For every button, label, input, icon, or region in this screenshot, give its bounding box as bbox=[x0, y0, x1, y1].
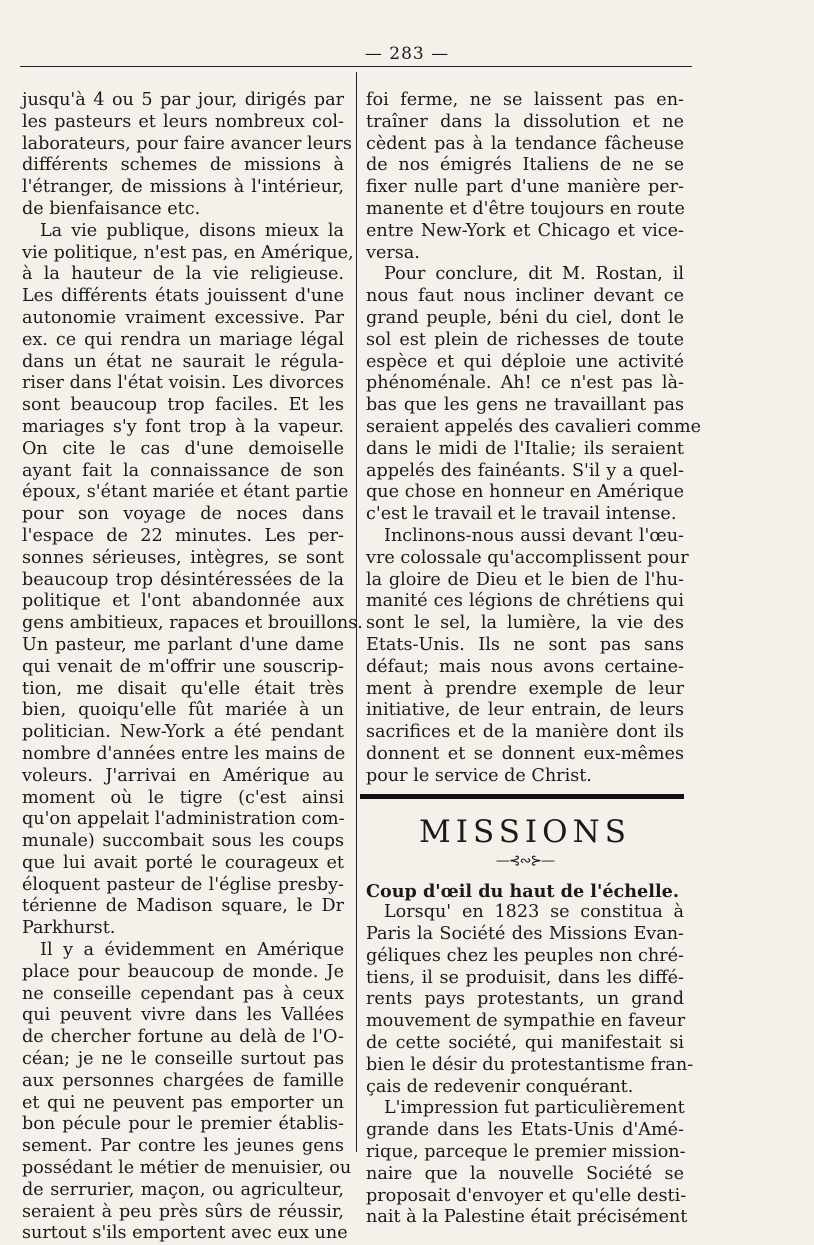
text-line: seraient appelés des cavalieri comme bbox=[366, 416, 702, 437]
text-line: voleurs. J'arrivai en Amérique au bbox=[22, 765, 344, 786]
left-column bbox=[22, 90, 363, 1245]
text-line: nombre d'années entre les mains de bbox=[22, 743, 346, 764]
text-line: laborateurs, pour faire avancer leurs bbox=[22, 133, 352, 154]
text-line: nous faut nous incliner devant ce bbox=[366, 286, 684, 307]
text-line: de cette société, qui manifestait si bbox=[366, 1033, 684, 1054]
text-line: ex. ce qui rendra un mariage légal bbox=[22, 329, 344, 350]
text-line: térienne de Madison square, le Dr bbox=[22, 896, 344, 917]
text-line: phénoménale. Ah! ce n'est pas là- bbox=[366, 373, 684, 394]
text-line: grand peuple, béni du ciel, dont le bbox=[366, 307, 684, 328]
text-line: ment à prendre exemple de leur bbox=[366, 678, 684, 699]
section-separator-rule bbox=[360, 794, 684, 799]
text-line: sol est plein de richesses de toute bbox=[366, 329, 684, 350]
text-line: géliques chez les peuples non chré- bbox=[366, 945, 684, 966]
text-line: nait à la Palestine était précisément bbox=[366, 1207, 688, 1228]
right-column-text-bottom bbox=[366, 902, 694, 1229]
page-number: — 283 — bbox=[364, 44, 450, 64]
right-column-text-top bbox=[366, 90, 702, 788]
right-column bbox=[366, 90, 702, 1229]
text-line: tiens, il se produisit, dans les diffé- bbox=[366, 967, 684, 988]
text-line: Pour conclure, dit M. Rostan, il bbox=[384, 264, 684, 285]
text-line: versa. bbox=[366, 242, 420, 263]
text-line: dans un état ne saurait le régula- bbox=[22, 351, 344, 372]
text-line: aux personnes chargées de famille bbox=[22, 1070, 344, 1091]
text-line: munale) succombait sous les coups bbox=[22, 831, 344, 852]
text-line: c'est le travail et le travail intense. bbox=[366, 504, 677, 525]
text-line: fixer nulle part d'une manière per- bbox=[366, 177, 684, 198]
text-line: pour le service de Christ. bbox=[366, 765, 592, 786]
column-divider bbox=[356, 72, 357, 1152]
text-line: céan; je ne le conseille surtout pas bbox=[22, 1049, 344, 1070]
text-line: grande dans les Etats-Unis d'Amé- bbox=[366, 1120, 684, 1141]
text-line: L'impression fut particulièrement bbox=[384, 1098, 685, 1119]
text-line: éloquent pasteur de l'église presby- bbox=[22, 874, 344, 895]
text-line: Paris la Société des Missions Evan- bbox=[366, 924, 684, 945]
section-title: MISSIONS bbox=[419, 813, 631, 850]
text-line: à la hauteur de la vie religieuse. bbox=[22, 264, 344, 285]
text-line: bon pécule pour le premier établis- bbox=[22, 1114, 344, 1135]
text-line: seraient à peu près sûrs de réussir, bbox=[22, 1201, 344, 1222]
text-line: de serrurier, maçon, ou agriculteur, bbox=[22, 1179, 344, 1200]
text-line: les pasteurs et leurs nombreux col- bbox=[22, 111, 344, 132]
text-line: rents pays protestants, un grand bbox=[366, 989, 684, 1010]
text-line: dans le midi de l'Italie; ils seraient bbox=[366, 438, 684, 459]
text-line: sont le sel, la lumière, la vie des bbox=[366, 613, 684, 634]
text-line: mariages s'y font trop à la vapeur. bbox=[22, 416, 344, 437]
text-line: qu'on appelait l'administration com- bbox=[22, 809, 345, 830]
text-line: naire que la nouvelle Société se bbox=[366, 1163, 684, 1184]
text-line: manité ces légions de chrétiens qui bbox=[366, 591, 684, 612]
text-line: donnent et se donnent eux-mêmes bbox=[366, 743, 684, 764]
text-line: de nos émigrés Italiens de ne se bbox=[366, 155, 684, 176]
text-line: ne conseille cependant pas à ceux bbox=[22, 983, 344, 1004]
text-line: gens ambitieux, rapaces et brouillons. bbox=[22, 613, 363, 634]
text-line: proposait d'envoyer et qu'elle desti- bbox=[366, 1185, 687, 1206]
text-line: foi ferme, ne se laissent pas en- bbox=[366, 90, 684, 110]
text-line: l'espace de 22 minutes. Les per- bbox=[22, 525, 344, 546]
text-line: Un pasteur, me parlant d'une dame bbox=[22, 634, 344, 655]
text-line: de chercher fortune au delà de l'O- bbox=[22, 1027, 344, 1048]
text-line: traîner dans la dissolution et ne bbox=[366, 111, 684, 132]
text-line: jusqu'à 4 ou 5 par jour, dirigés par bbox=[22, 90, 344, 110]
text-line: espèce et qui déploie une activité bbox=[366, 351, 684, 372]
text-line: et qui ne peuvent pas emporter un bbox=[22, 1092, 344, 1113]
text-line: surtout s'ils emportent avec eux une bbox=[22, 1223, 348, 1244]
text-line: bien le désir du protestantisme fran- bbox=[366, 1054, 694, 1075]
ornament-divider: —⊰∾⊱— bbox=[495, 852, 555, 869]
text-line: manente et d'être toujours en route bbox=[366, 198, 685, 219]
text-line: l'étranger, de missions à l'intérieur, bbox=[22, 177, 344, 198]
text-line: politician. New-York a été pendant bbox=[22, 722, 344, 743]
text-line: appelés des fainéants. S'il y a quel- bbox=[366, 460, 684, 481]
text-line: différents schemes de missions à bbox=[22, 155, 344, 176]
text-line: mouvement de sympathie en faveur bbox=[366, 1011, 686, 1032]
text-line: sement. Par contre les jeunes gens bbox=[22, 1136, 344, 1157]
text-line: On cite le cas d'une demoiselle bbox=[22, 438, 344, 459]
text-line: riser dans l'état voisin. Les divorces bbox=[22, 373, 344, 394]
text-line: place pour beaucoup de monde. Je bbox=[22, 961, 344, 982]
text-line: qui peuvent vivre dans les Vallées bbox=[22, 1005, 344, 1026]
text-line: bas que les gens ne travaillant pas bbox=[366, 395, 684, 416]
text-line: vre colossale qu'accomplissent pour bbox=[366, 547, 689, 568]
text-line: qui venait de m'offrir une souscrip- bbox=[22, 656, 344, 677]
text-line: époux, s'étant mariée et étant partie bbox=[22, 482, 349, 503]
article-subheading: Coup d'œil du haut de l'échelle. bbox=[366, 880, 679, 902]
text-line: de bienfaisance etc. bbox=[22, 198, 201, 219]
text-line: Etats-Unis. Ils ne sont pas sans bbox=[366, 634, 684, 655]
text-line: initiative, de leur entrain, de leurs bbox=[366, 700, 684, 721]
text-line: ayant fait la connaissance de son bbox=[22, 460, 344, 481]
text-line: Lorsqu' en 1823 se constitua à bbox=[384, 902, 684, 923]
text-line: sacrifices et de la manière dont ils bbox=[366, 722, 684, 743]
text-line: La vie publique, disons mieux la bbox=[40, 220, 344, 241]
text-line: politique et l'ont abandonnée aux bbox=[22, 591, 344, 612]
text-line: que chose en honneur en Amérique bbox=[366, 482, 684, 503]
text-line: bien, quoiqu'elle fût mariée à un bbox=[22, 700, 344, 721]
text-line: défaut; mais nous avons certaine- bbox=[366, 656, 684, 677]
text-line: moment où le tigre (c'est ainsi bbox=[22, 787, 344, 808]
text-line: sonnes sérieuses, intègres, se sont bbox=[22, 547, 344, 568]
text-line: tion, me disait qu'elle était très bbox=[22, 678, 344, 699]
text-line: cèdent pas à la tendance fâcheuse bbox=[366, 133, 684, 154]
text-line: Il y a évidemment en Amérique bbox=[40, 940, 344, 961]
text-line: que lui avait porté le courageux et bbox=[22, 852, 344, 873]
text-line: rique, parceque le premier mission- bbox=[366, 1142, 686, 1163]
text-line: Les différents états jouissent d'une bbox=[22, 286, 344, 307]
text-line: Inclinons-nous aussi devant l'œu- bbox=[384, 525, 684, 546]
text-line: vie politique, n'est pas, en Amérique, bbox=[22, 242, 354, 263]
text-line: pour son voyage de noces dans bbox=[22, 504, 344, 525]
header-rule bbox=[20, 66, 692, 67]
text-line: sont beaucoup trop faciles. Et les bbox=[22, 395, 344, 416]
text-line: possédant le métier de menuisier, ou bbox=[22, 1158, 352, 1179]
text-line: Parkhurst. bbox=[22, 918, 116, 939]
text-line: la gloire de Dieu et le bien de l'hu- bbox=[366, 569, 684, 590]
text-line: çais de redevenir conquérant. bbox=[366, 1076, 634, 1097]
text-line: autonomie vraiment excessive. Par bbox=[22, 307, 344, 328]
text-line: beaucoup trop désintéressées de la bbox=[22, 569, 344, 590]
text-line: entre New-York et Chicago et vice- bbox=[366, 220, 684, 241]
